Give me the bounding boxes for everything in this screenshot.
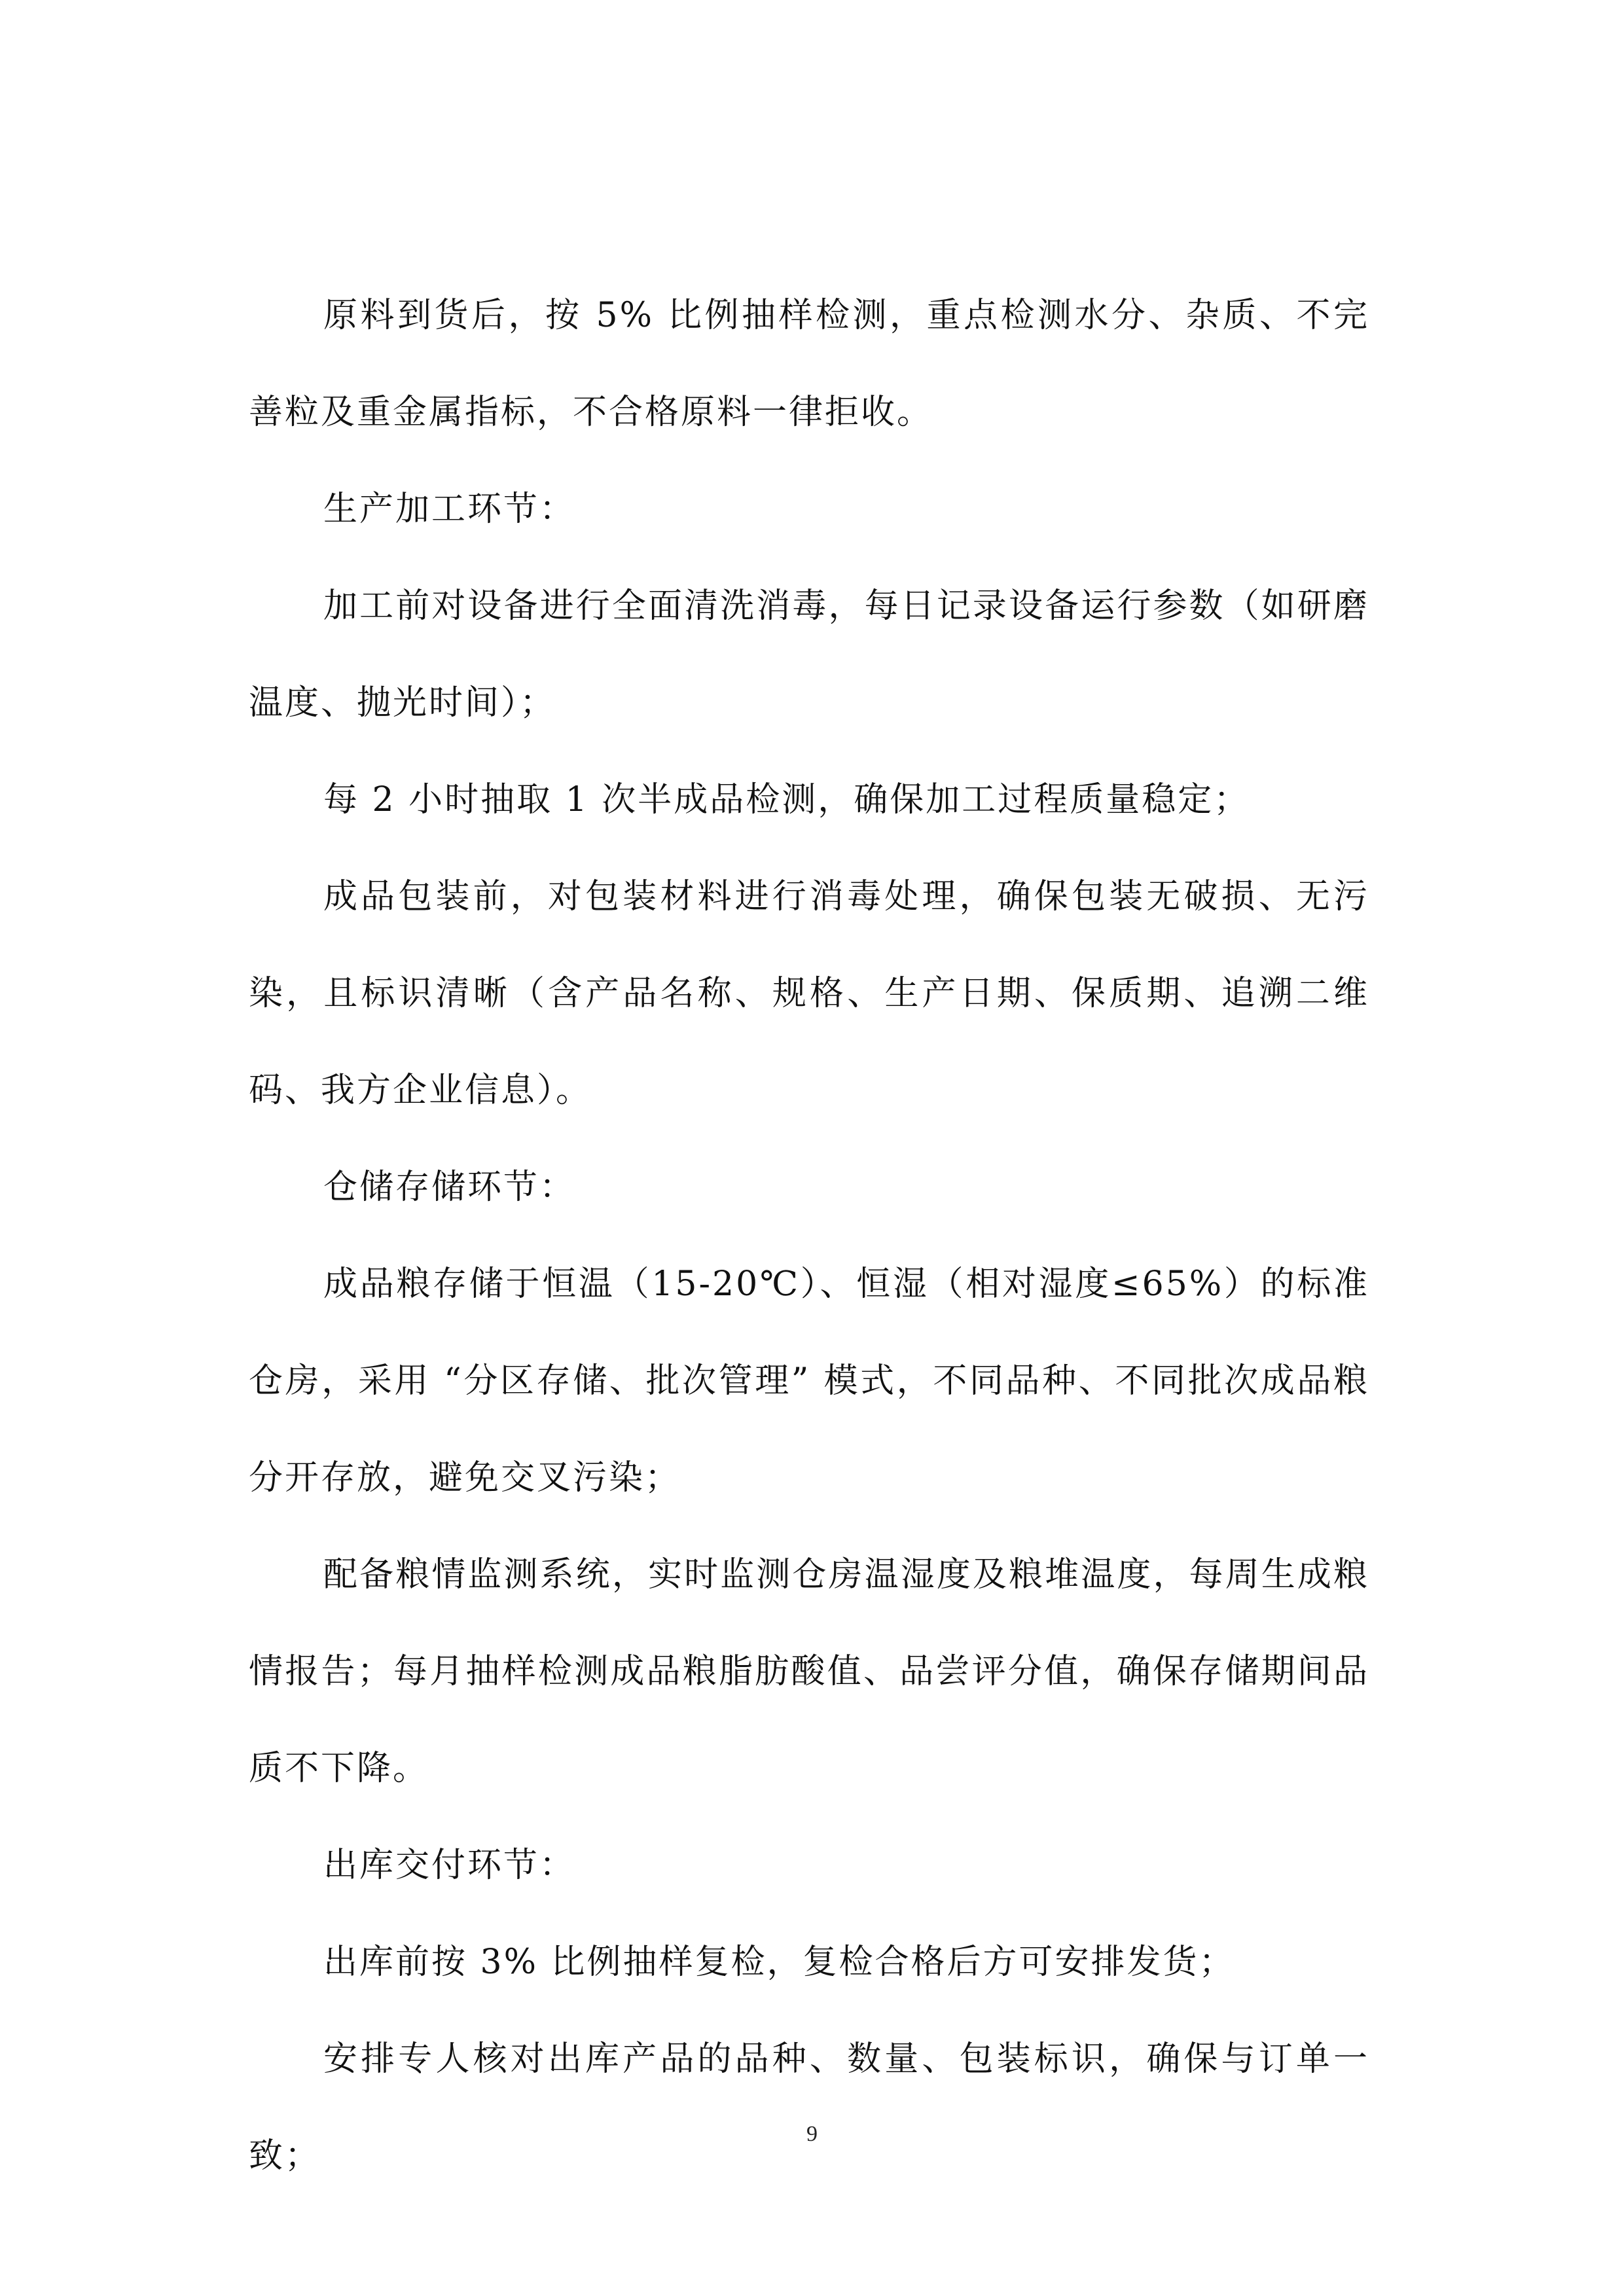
paragraph-raw-material-inspection: 原料到货后，按 5% 比例抽样检测，重点检测水分、杂质、不完善粒及重金属指标，不合格原料一律拒收。: [249, 296, 1369, 432]
paragraph-grain-monitoring: 配备粮情监测系统，实时监测仓房温湿度及粮堆温度，每周生成粮情报告；每月抽样检测成品粮脂肪酸值、品尝评分值，确保存储期间品质不下降。: [249, 1555, 1369, 1788]
heading-outbound-delivery: 出库交付环节：: [323, 1846, 576, 1885]
document-body: [249, 267, 1369, 2204]
paragraph-semi-product-sampling: 每 2 小时抽取 1 次半成品检测，确保加工过程质量稳定；: [323, 780, 1250, 819]
paragraph-equipment-cleaning: 加工前对设备进行全面清洗消毒，每日记录设备运行参数（如研磨温度、抛光时间）；: [249, 586, 1369, 723]
paragraph-storage-conditions: 成品粮存储于恒温（15-20℃）、恒湿（相对湿度≤65%）的标准仓房，采用 “分区存储、批次管理” 模式，不同品种、不同批次成品粮分开存放，避免交叉污染；: [249, 1265, 1369, 1498]
paragraph-outbound-recheck: 出库前按 3% 比例抽样复检，复检合格后方可安排发货；: [323, 1943, 1235, 1982]
page-number: 9: [806, 2122, 818, 2146]
paragraph-packaging-disinfection: 成品包装前，对包装材料进行消毒处理，确保包装无破损、无污染，且标识清晰（含产品名称、规格、生产日期、保质期、追溯二维码、我方企业信息）。: [249, 877, 1369, 1110]
heading-warehouse-storage: 仓储存储环节：: [323, 1168, 576, 1207]
heading-production-processing: 生产加工环节：: [323, 490, 576, 529]
paragraph-order-verification: 安排专人核对出库产品的品种、数量、包装标识，确保与订单一致；: [249, 2039, 1369, 2176]
